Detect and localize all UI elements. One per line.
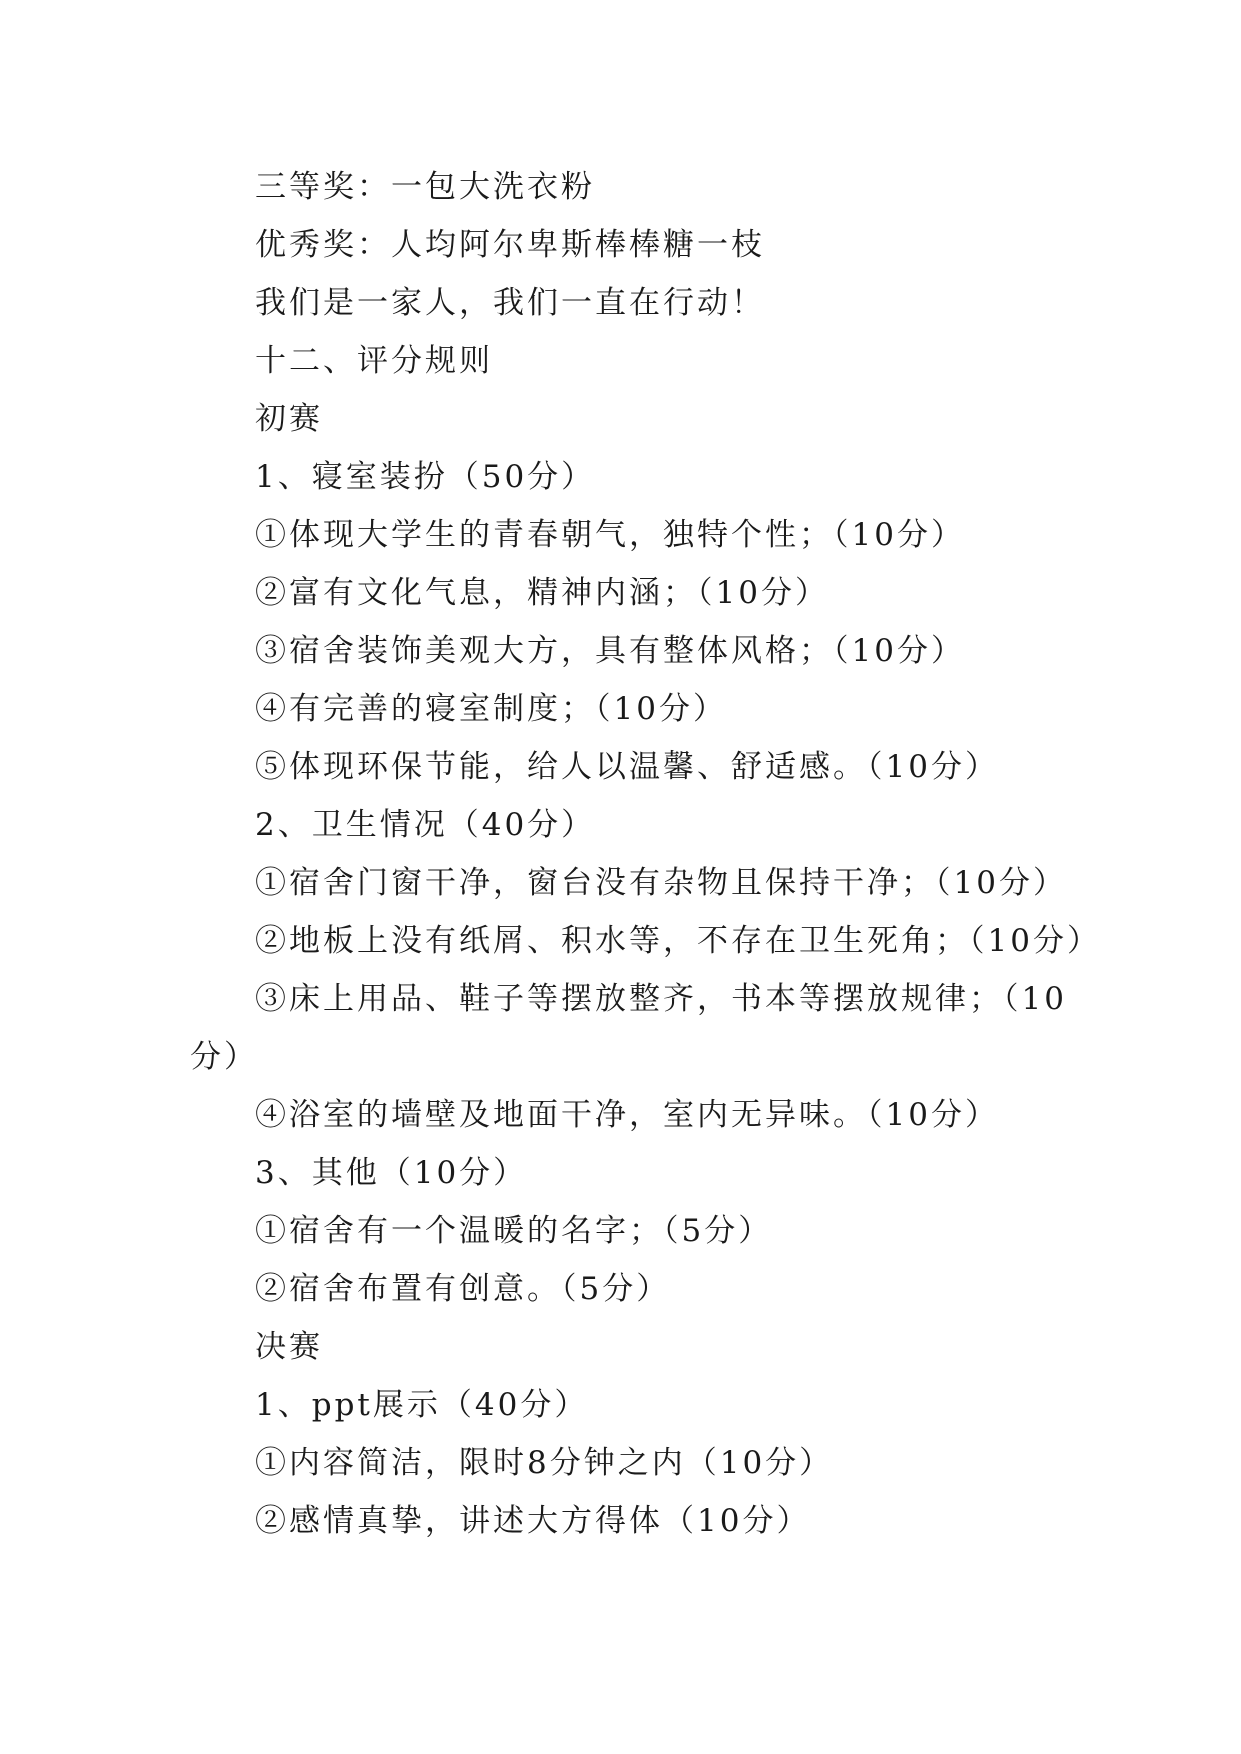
prize-third: 三等奖：一包大洗衣粉 [255,169,595,205]
list-item: ②感情真挚，讲述大方得体（10分） [255,1503,811,1539]
subheading-final: 决赛 [255,1329,323,1365]
criterion-other: 3、其他（10分） [255,1155,528,1191]
list-item: ②宿舍布置有创意。（5分） [255,1271,671,1307]
section-heading-scoring-rules: 十二、评分规则 [255,343,493,379]
list-item: ④有完善的寝室制度；（10分） [255,691,727,727]
list-item: ①宿舍门窗干净，窗台没有杂物且保持干净；（10分） [255,865,1067,901]
slogan: 我们是一家人，我们一直在行动！ [255,285,765,321]
document-body [190,158,1101,1550]
list-item: ③宿舍装饰美观大方，具有整体风格；（10分） [255,633,965,669]
prize-excellence: 优秀奖：人均阿尔卑斯棒棒糖一枝 [255,227,765,263]
list-item: ④浴室的墙壁及地面干净，室内无异味。（10分） [255,1097,999,1133]
list-item: ⑤体现环保节能，给人以温馨、舒适感。（10分） [255,749,999,785]
subheading-preliminary: 初赛 [255,401,323,437]
list-item: ②地板上没有纸屑、积水等，不存在卫生死角；（10分） [255,923,1101,959]
list-item: ①体现大学生的青春朝气，独特个性；（10分） [255,517,965,553]
criterion-dorm-decoration: 1、寝室装扮（50分） [255,459,596,495]
list-item-continuation: 分） [190,1039,258,1075]
list-item: ①宿舍有一个温暖的名字；（5分） [255,1213,773,1249]
list-item: ①内容简洁，限时8分钟之内（10分） [255,1445,834,1481]
criterion-ppt-presentation: 1、ppt展示（40分） [255,1387,589,1423]
criterion-hygiene: 2、卫生情况（40分） [255,807,596,843]
list-item: ③床上用品、鞋子等摆放整齐，书本等摆放规律；（10 [255,981,1067,1017]
list-item: ②富有文化气息，精神内涵；（10分） [255,575,829,611]
